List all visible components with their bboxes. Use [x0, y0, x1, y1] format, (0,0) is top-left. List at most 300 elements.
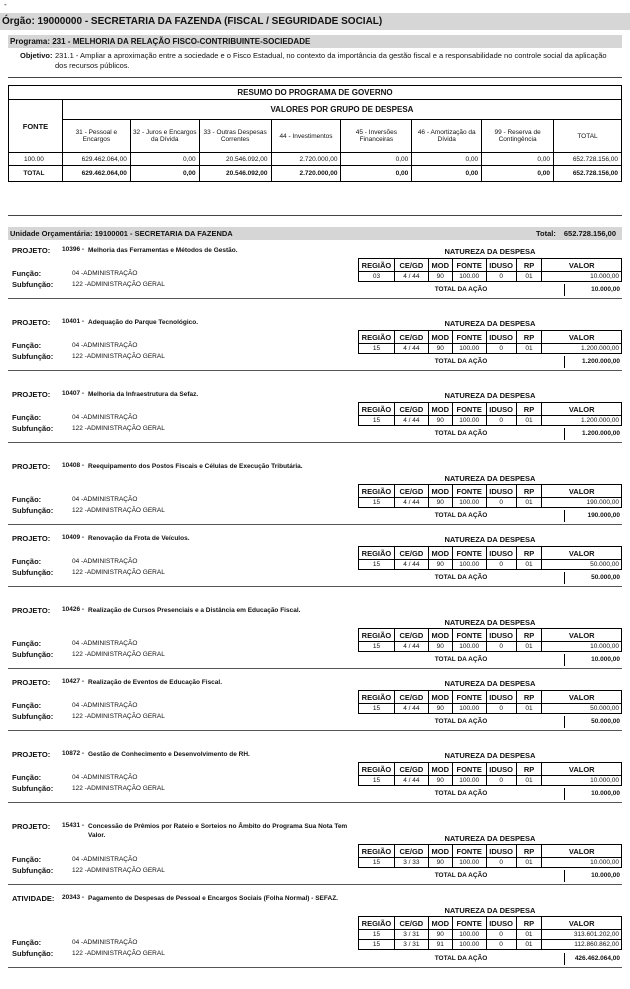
value-cell: 3 / 31 — [394, 940, 428, 950]
subfuncao-label: Subfunção: — [12, 784, 54, 793]
natureza-table — [358, 690, 622, 714]
total-cell: 652.728.156,00 — [554, 166, 622, 182]
divider — [8, 668, 622, 669]
table-row — [359, 498, 622, 508]
project-name: Reequipamento dos Postos Fiscais e Células de Execução Tributária. — [88, 463, 303, 470]
objetivo-label: Objetivo: — [20, 51, 53, 60]
total-acao-value: 10.000,00 — [591, 286, 620, 293]
natureza-table — [358, 546, 622, 570]
value-cell: 01 — [516, 858, 542, 868]
value-cell: 0 — [486, 776, 516, 786]
funcao-label: Função: — [12, 557, 42, 566]
divider — [8, 586, 622, 587]
table-row — [359, 272, 622, 282]
column-header: IDUSO — [486, 403, 516, 416]
column-header: MOD — [428, 917, 452, 930]
value-cell: 4 / 44 — [394, 642, 428, 652]
natureza-title: NATUREZA DA DESPESA — [444, 618, 536, 627]
natureza-header-row — [359, 629, 622, 642]
column-header: REGIÃO — [359, 629, 395, 642]
column-header: 32 - Juros e Encargos da Dívida — [130, 120, 199, 153]
column-header: CE/GD — [394, 917, 428, 930]
value-cell: 0 — [486, 416, 516, 426]
column-header: VALOR — [542, 547, 622, 560]
project-code: 15431 - — [62, 822, 85, 829]
value-cell: 0 — [486, 560, 516, 570]
total-acao-value: 10.000,00 — [591, 872, 620, 879]
value-cell: 15 — [359, 560, 395, 570]
total-acao-value: 10.000,00 — [591, 656, 620, 663]
column-header: VALOR — [542, 259, 622, 272]
value-cell: 4 / 44 — [394, 344, 428, 354]
subfuncao-label: Subfunção: — [12, 506, 54, 515]
column-header: MOD — [428, 763, 452, 776]
table-row — [359, 776, 622, 786]
unidade-total-label: Total: — [536, 229, 556, 238]
column-header: MOD — [428, 485, 452, 498]
funcao-label: Função: — [12, 938, 42, 947]
value-cell: 15 — [359, 776, 395, 786]
value-cell: 652.728.156,00 — [554, 153, 622, 166]
funcao-label: Função: — [12, 269, 42, 278]
project-type-label: PROJETO: — [12, 678, 51, 687]
total-acao-label: TOTAL DA AÇÃO — [434, 286, 488, 293]
value-cell: 4 / 44 — [394, 704, 428, 714]
value-cell: 90 — [428, 704, 452, 714]
table-row — [359, 858, 622, 868]
natureza-title: NATUREZA DA DESPESA — [444, 535, 536, 544]
total-acao — [358, 788, 622, 800]
funcao-value: 04 -ADMINISTRAÇÃO — [72, 640, 138, 647]
divider — [8, 215, 622, 216]
total-acao — [358, 572, 622, 584]
value-cell: 01 — [516, 560, 542, 570]
value-cell: 1.200.000,00 — [542, 416, 622, 426]
natureza-title: NATUREZA DA DESPESA — [444, 319, 536, 328]
total-acao-value: 10.000,00 — [591, 790, 620, 797]
column-header: IDUSO — [486, 259, 516, 272]
table-row — [359, 416, 622, 426]
column-header: FONTE — [452, 917, 486, 930]
column-header: FONTE — [452, 763, 486, 776]
project-code: 10427 - — [62, 678, 85, 685]
value-cell: 01 — [516, 776, 542, 786]
subfuncao-label: Subfunção: — [12, 280, 54, 289]
column-header: CE/GD — [394, 629, 428, 642]
column-header: REGIÃO — [359, 845, 395, 858]
project-type-label: ATIVIDADE: — [12, 894, 55, 903]
column-header: MOD — [428, 331, 452, 344]
value-cell: 91 — [428, 940, 452, 950]
value-cell: 15 — [359, 930, 395, 940]
total-acao-value: 426.462.064,00 — [574, 955, 620, 962]
table-row — [9, 153, 622, 166]
funcao-label: Função: — [12, 773, 42, 782]
divider — [564, 953, 565, 965]
funcao-label: Função: — [12, 341, 42, 350]
natureza-title: NATUREZA DA DESPESA — [444, 834, 536, 843]
column-header: REGIÃO — [359, 917, 395, 930]
total-acao-value: 190.000,00 — [587, 512, 620, 519]
column-header: IDUSO — [486, 691, 516, 704]
project-code: 10426 - — [62, 606, 85, 613]
subfuncao-label: Subfunção: — [12, 949, 54, 958]
value-cell: 100.00 — [452, 776, 486, 786]
project-type-label: PROJETO: — [12, 246, 51, 255]
column-header: VALOR — [542, 331, 622, 344]
value-cell: 20.546.092,00 — [199, 153, 271, 166]
value-cell: 90 — [428, 272, 452, 282]
funcao-label: Função: — [12, 413, 42, 422]
subfuncao-value: 122 -ADMINISTRAÇÃO GERAL — [72, 713, 165, 720]
natureza-title: NATUREZA DA DESPESA — [444, 247, 536, 256]
value-cell: 01 — [516, 498, 542, 508]
value-cell: 50.000,00 — [542, 704, 622, 714]
value-cell: 190.000,00 — [542, 498, 622, 508]
column-header: CE/GD — [394, 403, 428, 416]
natureza-table — [358, 762, 622, 786]
value-cell: 100.00 — [452, 858, 486, 868]
column-header: CE/GD — [394, 259, 428, 272]
project-name: Realização de Cursos Presenciais e a Distância em Educação Fiscal. — [88, 607, 301, 614]
divider — [8, 77, 622, 78]
column-header: RP — [516, 763, 542, 776]
column-header: VALOR — [542, 845, 622, 858]
column-header: VALOR — [542, 917, 622, 930]
total-acao-label: TOTAL DA AÇÃO — [434, 718, 488, 725]
project-type-label: PROJETO: — [12, 318, 51, 327]
total-acao — [358, 654, 622, 666]
project-name: Gestão de Conhecimento e Desenvolvimento de RH. — [88, 751, 250, 758]
column-header: RP — [516, 691, 542, 704]
column-header: VALOR — [542, 691, 622, 704]
column-header: CE/GD — [394, 845, 428, 858]
divider — [8, 884, 622, 885]
funcao-value: 04 -ADMINISTRAÇÃO — [72, 342, 138, 349]
column-header: 44 - Investimentos — [271, 120, 341, 153]
natureza-table — [358, 330, 622, 354]
value-cell: 100.00 — [452, 498, 486, 508]
natureza-table — [358, 844, 622, 868]
subfuncao-value: 122 -ADMINISTRAÇÃO GERAL — [72, 785, 165, 792]
natureza-header-row — [359, 259, 622, 272]
column-header: VALOR — [542, 485, 622, 498]
project-code: 10401 - — [62, 318, 85, 325]
value-cell: 1.200.000,00 — [542, 344, 622, 354]
column-header: 99 - Reserva de Contingência — [482, 120, 554, 153]
value-cell: 100.00 — [452, 642, 486, 652]
value-cell: 15 — [359, 642, 395, 652]
column-header: VALOR — [542, 763, 622, 776]
programa-header: Programa: 231 - MELHORIA DA RELAÇÃO FISCO-CONTRIBUINTE-SOCIEDADE — [8, 35, 622, 48]
total-label: TOTAL — [9, 166, 63, 182]
divider — [564, 716, 565, 728]
column-header: REGIÃO — [359, 259, 395, 272]
column-header: MOD — [428, 403, 452, 416]
total-cell: 20.546.092,00 — [199, 166, 271, 182]
column-header: MOD — [428, 845, 452, 858]
column-header: CE/GD — [394, 691, 428, 704]
natureza-table — [358, 916, 622, 950]
natureza-title: NATUREZA DA DESPESA — [444, 751, 536, 760]
resumo-table — [8, 85, 622, 182]
column-header: IDUSO — [486, 763, 516, 776]
funcao-label: Função: — [12, 495, 42, 504]
value-cell: 0 — [486, 858, 516, 868]
value-cell: 01 — [516, 344, 542, 354]
column-header: MOD — [428, 259, 452, 272]
total-cell: 0,00 — [130, 166, 199, 182]
divider — [8, 524, 622, 525]
column-header: IDUSO — [486, 331, 516, 344]
column-header: FONTE — [452, 629, 486, 642]
subfuncao-label: Subfunção: — [12, 866, 54, 875]
project-code: 10872 - — [62, 750, 85, 757]
subfuncao-value: 122 -ADMINISTRAÇÃO GERAL — [72, 425, 165, 432]
divider — [564, 510, 565, 522]
value-cell: 03 — [359, 272, 395, 282]
total-acao-label: TOTAL DA AÇÃO — [434, 656, 488, 663]
value-cell: 100.00 — [452, 704, 486, 714]
total-acao — [358, 716, 622, 728]
column-header: IDUSO — [486, 845, 516, 858]
total-acao — [358, 870, 622, 882]
total-acao-label: TOTAL DA AÇÃO — [434, 430, 488, 437]
total-acao-label: TOTAL DA AÇÃO — [434, 790, 488, 797]
subfuncao-label: Subfunção: — [12, 352, 54, 361]
total-acao — [358, 428, 622, 440]
value-cell: 15 — [359, 416, 395, 426]
value-cell: 2.720.000,00 — [271, 153, 341, 166]
fonte-header: FONTE — [9, 100, 63, 153]
natureza-header-row — [359, 547, 622, 560]
value-cell: 0 — [486, 344, 516, 354]
column-header: VALOR — [542, 629, 622, 642]
funcao-value: 04 -ADMINISTRAÇÃO — [72, 939, 138, 946]
column-header: RP — [516, 331, 542, 344]
column-header: CE/GD — [394, 547, 428, 560]
funcao-label: Função: — [12, 855, 42, 864]
natureza-title: NATUREZA DA DESPESA — [444, 679, 536, 688]
value-cell: 15 — [359, 940, 395, 950]
column-header: 31 - Pessoal e Encargos — [62, 120, 130, 153]
column-header: CE/GD — [394, 331, 428, 344]
value-cell: 0,00 — [482, 153, 554, 166]
table-row — [359, 704, 622, 714]
value-cell: 90 — [428, 498, 452, 508]
funcao-label: Função: — [12, 701, 42, 710]
subfuncao-value: 122 -ADMINISTRAÇÃO GERAL — [72, 569, 165, 576]
funcao-value: 04 -ADMINISTRAÇÃO — [72, 270, 138, 277]
value-cell: 90 — [428, 930, 452, 940]
column-header: 46 - Amortização da Dívida — [412, 120, 482, 153]
project-name: Realização de Eventos de Educação Fiscal. — [88, 679, 223, 686]
column-header: REGIÃO — [359, 691, 395, 704]
value-cell: 100.00 — [452, 930, 486, 940]
natureza-header-row — [359, 917, 622, 930]
value-cell: 100.00 — [452, 560, 486, 570]
value-cell: 10.000,00 — [542, 642, 622, 652]
fonte-cell: 100.00 — [9, 153, 63, 166]
value-cell: 100.00 — [452, 272, 486, 282]
project-type-label: PROJETO: — [12, 534, 51, 543]
total-acao — [358, 284, 622, 296]
divider — [564, 356, 565, 368]
column-header: MOD — [428, 691, 452, 704]
column-header: VALOR — [542, 403, 622, 416]
objetivo-text: 231.1 - Ampliar a aproximação entre a sociedade e o Fisco Estadual, no contexto da importância da gestão fiscal e a responsabilidade no controle social da aplicação dos recursos públicos. — [55, 51, 607, 70]
value-cell: 90 — [428, 344, 452, 354]
funcao-value: 04 -ADMINISTRAÇÃO — [72, 856, 138, 863]
column-header: 33 - Outras Despesas Correntes — [199, 120, 271, 153]
value-cell: 0 — [486, 930, 516, 940]
subfuncao-value: 122 -ADMINISTRAÇÃO GERAL — [72, 281, 165, 288]
project-code: 10409 - — [62, 534, 85, 541]
unidade-total-value: 652.728.156,00 — [563, 229, 616, 238]
natureza-header-row — [359, 403, 622, 416]
natureza-table — [358, 628, 622, 652]
unidade-label: Unidade Orçamentária: 19100001 - SECRETARIA DA FAZENDA — [10, 229, 233, 238]
column-header: RP — [516, 259, 542, 272]
table-row — [359, 642, 622, 652]
subfuncao-value: 122 -ADMINISTRAÇÃO GERAL — [72, 950, 165, 957]
column-header: CE/GD — [394, 485, 428, 498]
divider — [564, 284, 565, 296]
value-cell: 3 / 31 — [394, 930, 428, 940]
project-name: Melhoria das Ferramentas e Métodos de Gestão. — [88, 247, 238, 254]
table-row — [359, 930, 622, 940]
project-type-label: PROJETO: — [12, 606, 51, 615]
total-acao-label: TOTAL DA AÇÃO — [434, 358, 488, 365]
column-header: RP — [516, 547, 542, 560]
value-cell: 0 — [486, 940, 516, 950]
column-header: FONTE — [452, 547, 486, 560]
funcao-value: 04 -ADMINISTRAÇÃO — [72, 414, 138, 421]
value-cell: 0,00 — [412, 153, 482, 166]
dash-mark: - — [4, 0, 7, 9]
project-type-label: PROJETO: — [12, 390, 51, 399]
value-cell: 01 — [516, 272, 542, 282]
natureza-header-row — [359, 331, 622, 344]
column-header: FONTE — [452, 259, 486, 272]
column-header: IDUSO — [486, 547, 516, 560]
value-cell: 4 / 44 — [394, 416, 428, 426]
total-acao-value: 50.000,00 — [591, 574, 620, 581]
column-header: REGIÃO — [359, 403, 395, 416]
total-cell: 0,00 — [482, 166, 554, 182]
natureza-table — [358, 258, 622, 282]
divider — [564, 788, 565, 800]
resumo-title: RESUMO DO PROGRAMA DE GOVERNO — [9, 86, 622, 100]
table-row — [359, 560, 622, 570]
total-acao-label: TOTAL DA AÇÃO — [434, 872, 488, 879]
funcao-value: 04 -ADMINISTRAÇÃO — [72, 496, 138, 503]
value-cell: 112.860.862,00 — [542, 940, 622, 950]
value-cell: 01 — [516, 940, 542, 950]
total-acao-label: TOTAL DA AÇÃO — [434, 955, 488, 962]
group-title: VALORES POR GRUPO DE DESPESA — [62, 100, 621, 120]
orgao-header: Órgão: 19000000 - SECRETARIA DA FAZENDA (FISCAL / SEGURIDADE SOCIAL) — [0, 13, 630, 30]
subfuncao-label: Subfunção: — [12, 650, 54, 659]
value-cell: 01 — [516, 704, 542, 714]
total-acao — [358, 510, 622, 522]
column-header: RP — [516, 403, 542, 416]
total-cell: 629.462.064,00 — [62, 166, 130, 182]
value-cell: 100.00 — [452, 344, 486, 354]
total-acao — [358, 356, 622, 368]
column-header: CE/GD — [394, 763, 428, 776]
project-type-label: PROJETO: — [12, 750, 51, 759]
value-cell: 313.601.202,00 — [542, 930, 622, 940]
divider — [564, 870, 565, 882]
project-code: 10407 - — [62, 390, 85, 397]
subfuncao-label: Subfunção: — [12, 568, 54, 577]
total-cell: 0,00 — [412, 166, 482, 182]
total-cell: 2.720.000,00 — [271, 166, 341, 182]
value-cell: 4 / 44 — [394, 498, 428, 508]
column-header: REGIÃO — [359, 331, 395, 344]
table-row — [359, 940, 622, 950]
total-acao-label: TOTAL DA AÇÃO — [434, 574, 488, 581]
divider — [8, 967, 622, 968]
column-header: RP — [516, 917, 542, 930]
column-header: TOTAL — [554, 120, 622, 153]
value-cell: 629.462.064,00 — [62, 153, 130, 166]
column-header: IDUSO — [486, 629, 516, 642]
table-row — [359, 344, 622, 354]
subfuncao-label: Subfunção: — [12, 424, 54, 433]
value-cell: 90 — [428, 776, 452, 786]
value-cell: 0 — [486, 704, 516, 714]
column-header: IDUSO — [486, 485, 516, 498]
value-cell: 10.000,00 — [542, 272, 622, 282]
funcao-value: 04 -ADMINISTRAÇÃO — [72, 774, 138, 781]
subfuncao-value: 122 -ADMINISTRAÇÃO GERAL — [72, 353, 165, 360]
total-acao-label: TOTAL DA AÇÃO — [434, 512, 488, 519]
natureza-title: NATUREZA DA DESPESA — [444, 474, 536, 483]
column-header: FONTE — [452, 845, 486, 858]
resumo-header-row — [9, 120, 622, 153]
value-cell: 0,00 — [341, 153, 412, 166]
value-cell: 01 — [516, 416, 542, 426]
value-cell: 50.000,00 — [542, 560, 622, 570]
divider — [8, 730, 622, 731]
project-name: Melhoria da Infraestrutura da Sefaz. — [88, 391, 199, 398]
column-header: FONTE — [452, 485, 486, 498]
project-code: 20343 - — [62, 894, 85, 901]
natureza-header-row — [359, 845, 622, 858]
value-cell: 10.000,00 — [542, 858, 622, 868]
project-type-label: PROJETO: — [12, 822, 51, 831]
divider — [8, 802, 622, 803]
total-acao-value: 1.200.000,00 — [582, 358, 620, 365]
natureza-table — [358, 402, 622, 426]
divider — [564, 428, 565, 440]
value-cell: 90 — [428, 416, 452, 426]
divider — [564, 654, 565, 666]
column-header: IDUSO — [486, 917, 516, 930]
project-name: Concessão de Prêmios por Rateio e Sorteios no Âmbito do Programa Sua Nota Tem Valor. — [88, 823, 348, 839]
value-cell: 100.00 — [452, 416, 486, 426]
total-cell: 0,00 — [341, 166, 412, 182]
total-row — [9, 166, 622, 182]
project-name: Adequação do Parque Tecnológico. — [88, 319, 199, 326]
natureza-header-row — [359, 691, 622, 704]
value-cell: 4 / 44 — [394, 776, 428, 786]
total-acao-value: 1.200.000,00 — [582, 430, 620, 437]
value-cell: 0 — [486, 272, 516, 282]
value-cell: 4 / 44 — [394, 272, 428, 282]
